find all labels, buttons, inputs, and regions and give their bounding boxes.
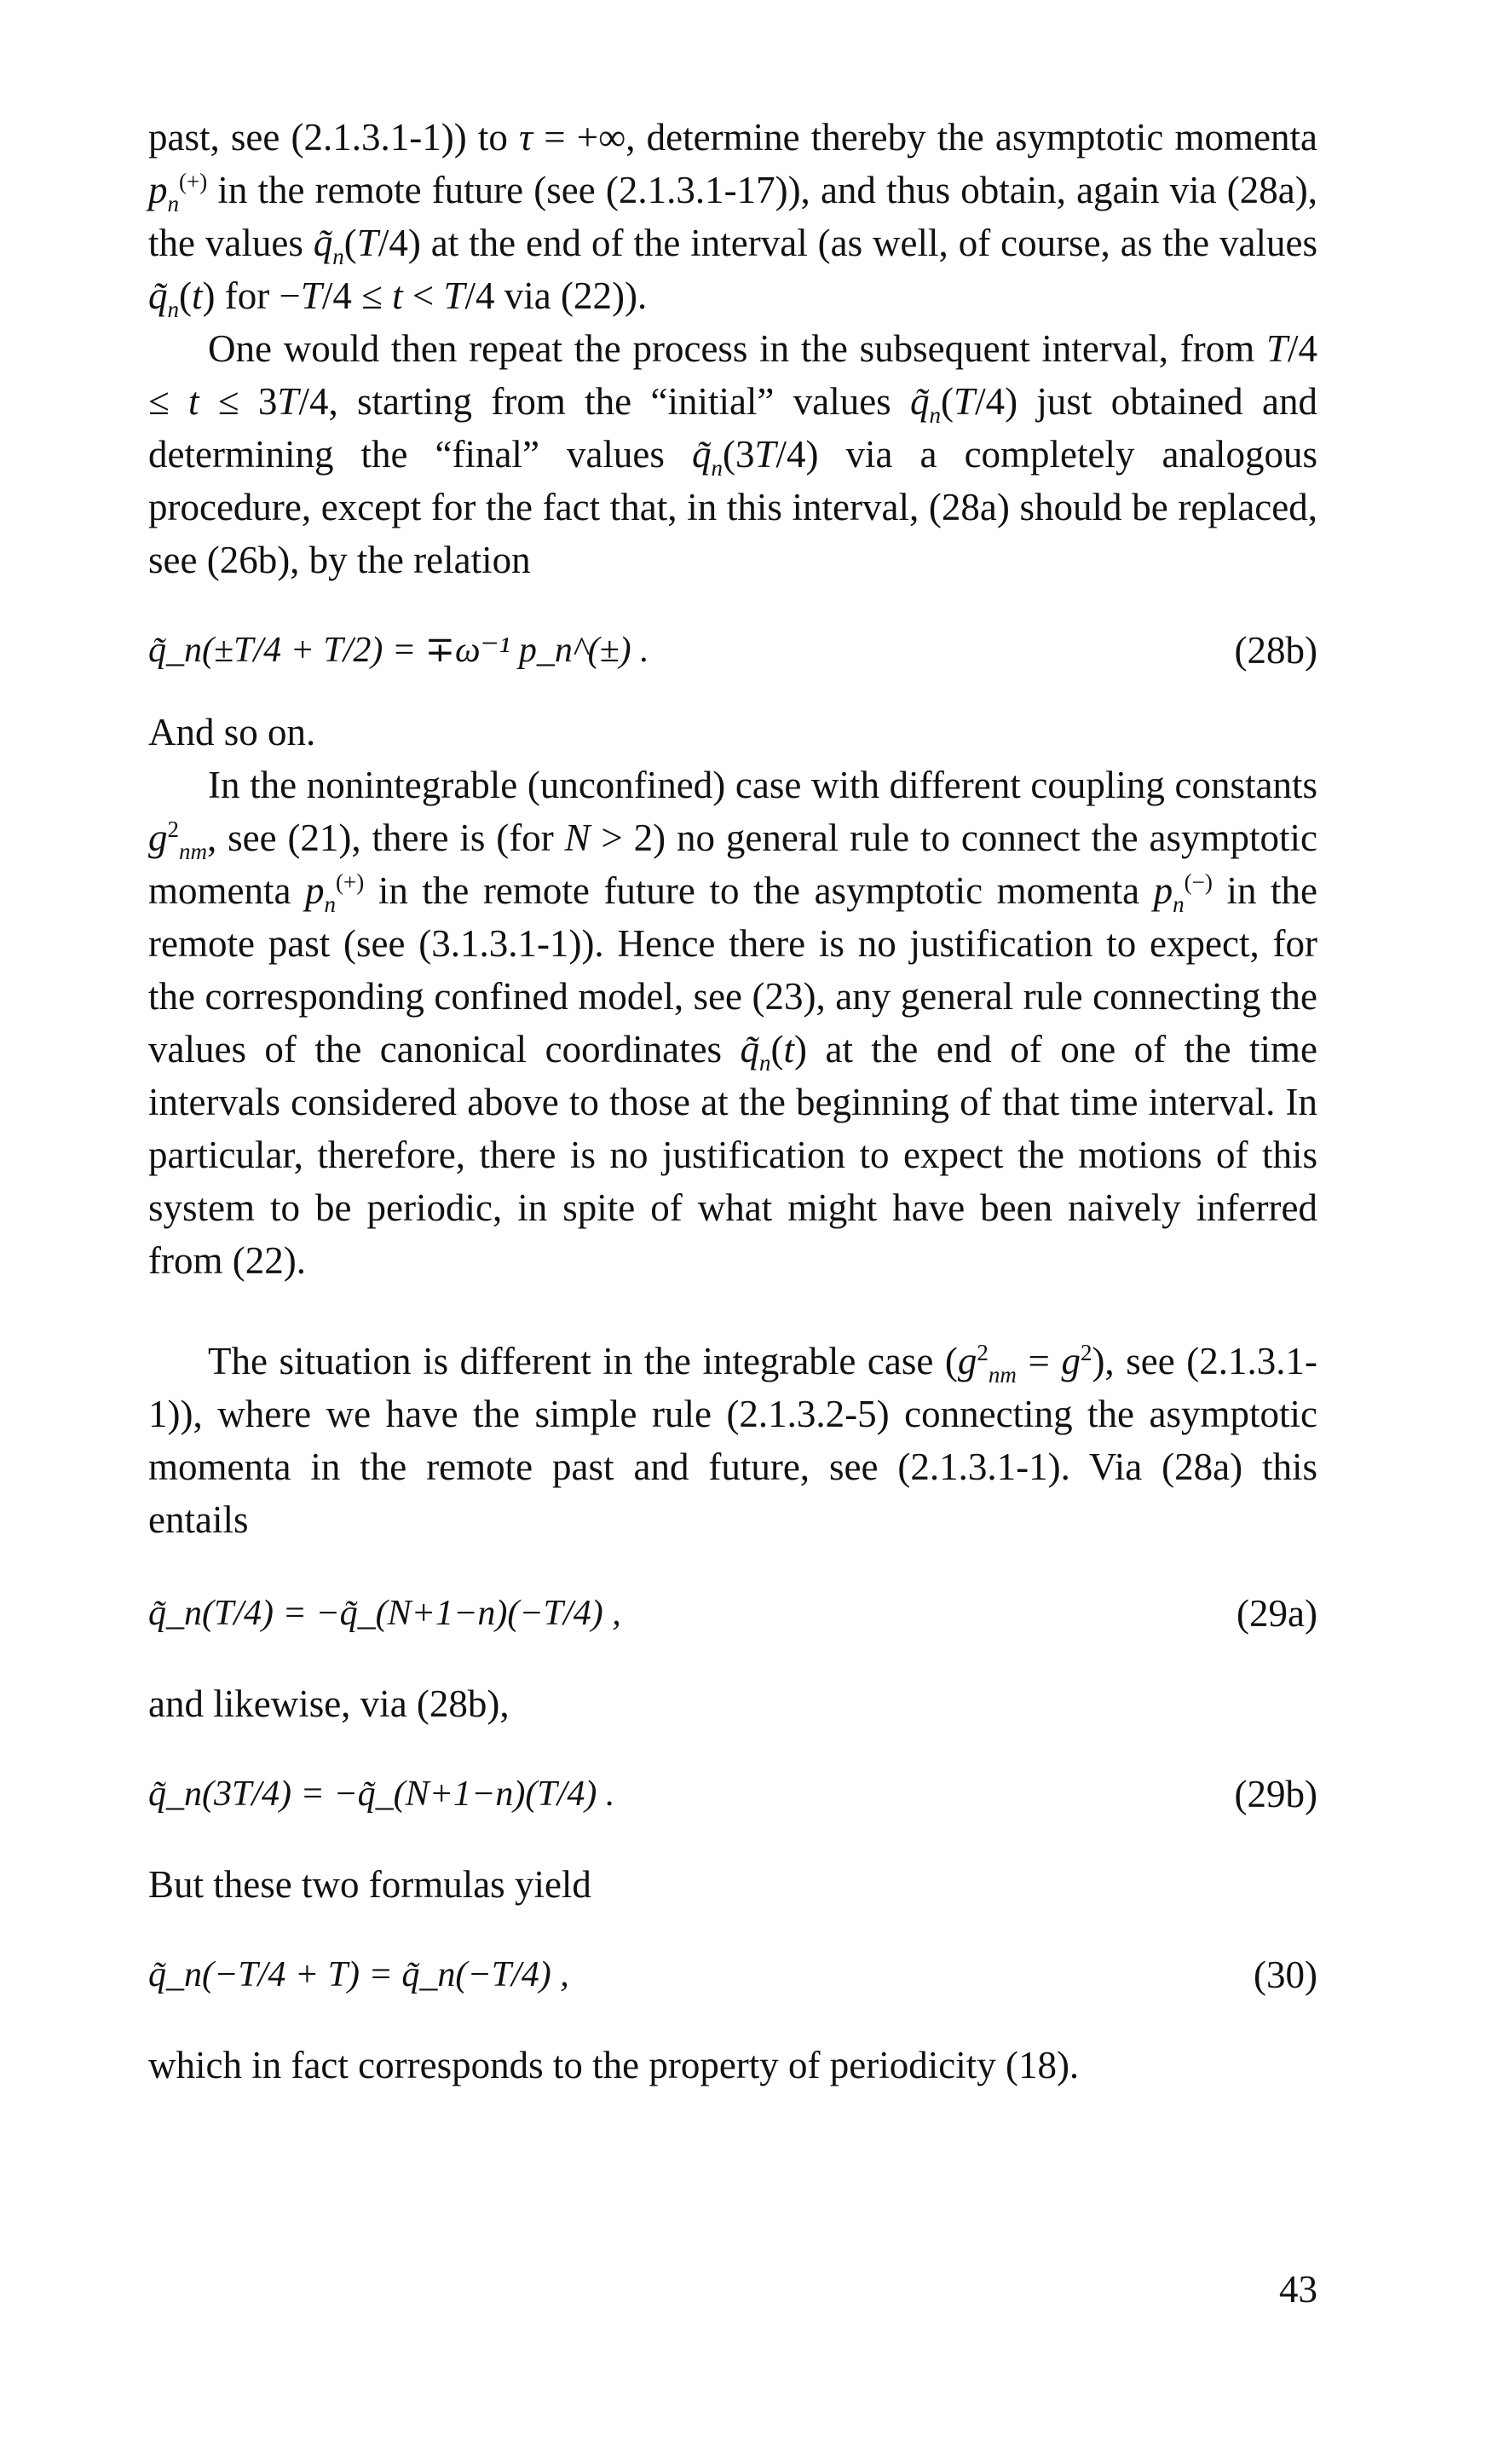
equation-29b-expr: q̃_n(3T/4) = −q̃_(N+1−n)(T/4) . [148, 1774, 615, 1814]
equation-30-expr: q̃_n(−T/4 + T) = q̃_n(−T/4) , [148, 1955, 569, 1994]
paragraph-8: which in fact corresponds to the property of periodicity (18). [148, 2044, 1080, 2086]
paragraph-7: But these two formulas yield [148, 1863, 591, 1906]
equation-29a-expr: q̃_n(T/4) = −q̃_(N+1−n)(−T/4) , [148, 1594, 621, 1633]
paragraph-6: and likewise, via (28b), [148, 1682, 510, 1725]
paragraph-1: past, see (2.1.3.1-1)) to τ = +∞, determine thereby the asymptotic momenta $p_n^{(+)}$ in the remote future (see (2.1.3.1-17)), and thus obtain, again via (28a), the values $q̃_n(T/4)$ at the end of the interval (as well, of course, as the values $q̃_n(t)$ for −T/4 ≤ t < T/4 via (22)). [148, 116, 1318, 322]
equation-29b-label: (29b) [1234, 1773, 1317, 1815]
equation-30-label: (30) [1254, 1953, 1317, 1996]
equation-29b [148, 1764, 1317, 1824]
equation-28b-label: (28b) [1234, 629, 1317, 672]
equation-30 [148, 1945, 1317, 2005]
equation-29a-label: (29a) [1236, 1592, 1317, 1635]
page-body [148, 111, 1317, 2092]
page-number: 43 [1279, 2268, 1317, 2311]
equation-28b [148, 620, 1317, 680]
paragraph-4: In the nonintegrable (unconfined) case with different coupling constants $g^2_{nm}$, see (21), there is (for N > 2) no general rule to connect the asymptotic momenta $p_n^{(+)}$ in the remote future to the asymptotic momenta $p_n^{(-)}$ in the remote past (see (3.1.3.1-1)). Hence there is no justification to expect, for the corresponding confined model, see (23), any general rule connecting the values of the canonical coordinates $q̃_n(t)$ at the end of one of the time intervals considered above to those at the beginning of that time interval. In particular, therefore, there is no justification to expect the motions of this system to be periodic, in spite of what might have been naively inferred from (22). [148, 764, 1318, 1282]
paragraph-5: The situation is different in the integrable case $(g^2_{nm} = g^2)$, see (2.1.3.1-1)), where we have the simple rule (2.1.3.2-5) connecting the asymptotic momenta in the remote past and future, see (2.1.3.1-1). Via (28a) this entails [148, 1340, 1317, 1541]
paragraph-3: And so on. [148, 711, 316, 753]
equation-29a [148, 1584, 1317, 1643]
paragraph-2: One would then repeat the process in the subsequent interval, from T/4 ≤ t ≤ 3T/4, starting from the “initial” values $q̃_n(T/4)$ just obtained and determining the “final” values $q̃_n(3T/4)$ via a completely analogous procedure, except for the fact that, in this interval, (28a) should be replaced, see (26b), by the relation [148, 327, 1317, 581]
equation-28b-expr: q̃_n(±T/4 + T/2) = ∓ω⁻¹ p_n^(±) . [148, 631, 649, 670]
